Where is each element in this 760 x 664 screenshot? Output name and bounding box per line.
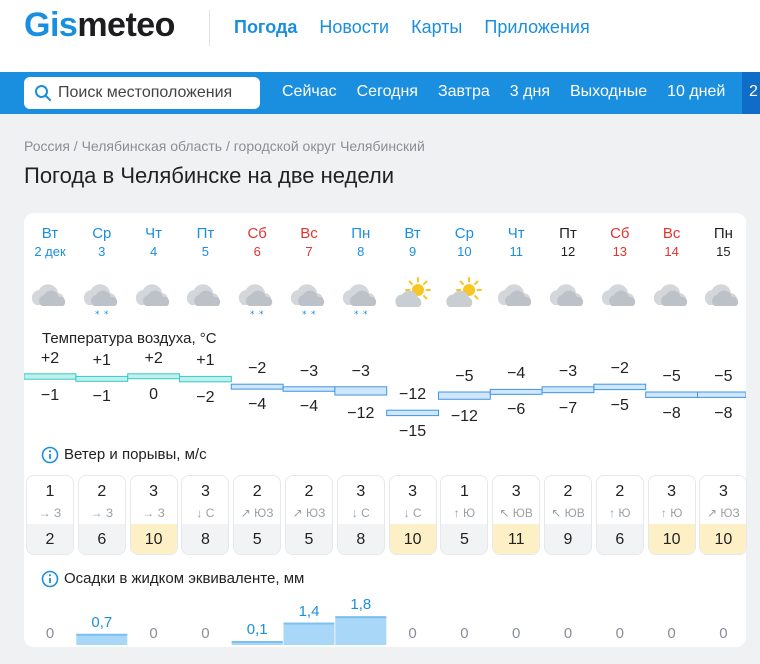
wind-column[interactable] <box>389 475 437 555</box>
weekday-label: Вс <box>662 225 681 242</box>
precip-bar-top <box>76 634 127 636</box>
wind-column[interactable] <box>492 475 540 555</box>
temp-max: +1 <box>196 352 215 370</box>
temperature-band <box>646 392 698 397</box>
nav-maps[interactable]: Карты <box>411 17 463 37</box>
wind-column[interactable] <box>544 475 592 555</box>
tab-2-weeks-active[interactable]: 2 <box>742 72 760 114</box>
weekday-label: Вт <box>41 225 59 242</box>
precip-bar <box>335 616 386 645</box>
date-label: 15 <box>716 244 731 259</box>
wind-direction: ↖ ЮВ <box>499 506 533 520</box>
temp-min: −7 <box>558 400 578 418</box>
gismeteo-logo[interactable]: Gismeteo <box>24 6 175 44</box>
precip-value: 0 <box>719 625 728 642</box>
temp-max: −4 <box>507 365 526 383</box>
temp-max: −3 <box>558 362 578 380</box>
wind-direction: ↖ ЮВ <box>551 506 585 520</box>
weekday-label: Вт <box>404 225 421 242</box>
date-label: 3 <box>98 244 106 259</box>
precip-row <box>24 596 746 647</box>
weekday-label: Пн <box>351 225 371 242</box>
wind-speed: 3 <box>356 483 366 500</box>
wind-speed: 1 <box>459 483 469 500</box>
wind-speed: 2 <box>252 483 262 500</box>
svg-text:*: * <box>250 310 255 319</box>
day-header[interactable] <box>595 225 645 261</box>
temperature-band <box>335 387 387 395</box>
svg-text:*: * <box>362 310 368 319</box>
wind-column[interactable] <box>285 475 333 555</box>
date-label: 7 <box>305 244 313 259</box>
wind-speed: 2 <box>304 483 314 500</box>
wind-gust: 6 <box>597 524 643 555</box>
day-header[interactable] <box>698 225 748 261</box>
weekday-label: Пн <box>713 225 733 242</box>
wind-title: Ветер и порывы, м/с <box>64 446 207 463</box>
date-label: 6 <box>253 244 261 259</box>
temperature-band <box>128 374 180 379</box>
breadcrumb[interactable]: Россия / Челябинская область / городской округ Челябинский <box>24 138 425 154</box>
svg-text:*: * <box>94 310 100 319</box>
precip-value: 0,7 <box>91 613 113 631</box>
day-header[interactable] <box>543 225 593 261</box>
svg-text:*: * <box>259 310 264 319</box>
wind-speed: 2 <box>97 483 107 500</box>
temperature-band <box>542 387 594 393</box>
page-title: Погода в Челябинске на две недели <box>24 163 394 188</box>
temp-max: −5 <box>714 368 733 385</box>
cloud-snow-icon <box>286 273 332 319</box>
temperature-band <box>698 392 747 397</box>
location-search[interactable] <box>24 77 260 109</box>
info-icon[interactable] <box>41 570 59 588</box>
tab-10-days[interactable]: 10 дней <box>667 83 726 100</box>
temp-max: −5 <box>455 368 474 385</box>
wind-direction: → З <box>38 506 62 520</box>
search-icon <box>34 84 52 102</box>
wind-gust: 10 <box>390 524 436 555</box>
temperature-band <box>24 374 76 379</box>
tab-3-days[interactable]: 3 дня <box>509 83 550 100</box>
wind-gust: 8 <box>338 524 384 555</box>
wind-speed: 3 <box>667 483 677 500</box>
wind-column[interactable] <box>337 475 385 555</box>
date-label: 13 <box>612 244 628 259</box>
nav-apps[interactable]: Приложения <box>484 17 590 37</box>
main-nav <box>234 17 590 38</box>
precip-value: 0,1 <box>246 621 268 638</box>
date-label: 10 <box>457 244 472 259</box>
temperature-band <box>490 389 542 394</box>
wind-gust: 5 <box>441 524 487 555</box>
temp-max: +1 <box>92 352 111 370</box>
day-header[interactable] <box>491 225 541 261</box>
wind-gust: 6 <box>79 524 125 555</box>
wind-gust: 10 <box>131 524 177 555</box>
wind-direction: ↗ ЮЗ <box>240 506 274 520</box>
date-label: 5 <box>201 244 209 259</box>
header-divider <box>209 10 210 46</box>
temperature-title: Температура воздуха, °C <box>42 330 217 347</box>
cloud-icon <box>27 273 73 319</box>
wind-speed: 3 <box>408 483 418 500</box>
wind-gust: 11 <box>493 524 539 555</box>
temp-min: −12 <box>450 408 478 426</box>
day-header[interactable] <box>180 225 230 261</box>
wind-direction: ↑ Ю <box>453 506 476 520</box>
precip-value: 0 <box>201 625 210 642</box>
date-label: 2 дек <box>34 244 66 259</box>
wind-column[interactable] <box>440 475 488 555</box>
day-header[interactable] <box>129 225 179 261</box>
wind-row <box>24 475 746 555</box>
cloud-snow-icon <box>338 273 384 319</box>
wind-speed: 2 <box>563 483 573 500</box>
precip-value: 1,4 <box>298 602 320 620</box>
precip-bar <box>284 623 335 645</box>
temp-max: −2 <box>248 360 267 378</box>
day-header[interactable] <box>388 225 438 261</box>
weekday-label: Ср <box>454 225 474 242</box>
temp-min: −8 <box>714 404 733 422</box>
precip-value: 0 <box>408 625 417 642</box>
precip-value: 0 <box>512 625 521 642</box>
cloud-icon <box>700 273 746 319</box>
wind-direction: ↑ Ю <box>609 506 631 520</box>
wind-speed: 3 <box>511 483 521 500</box>
temp-min: −5 <box>610 396 629 414</box>
temp-max: −12 <box>399 386 427 404</box>
date-label: 4 <box>149 244 158 259</box>
wind-speed: 3 <box>149 483 159 500</box>
day-header[interactable] <box>77 225 127 261</box>
temp-min: −1 <box>40 386 60 404</box>
wind-direction: → З <box>142 506 165 520</box>
cloud-icon <box>545 273 591 319</box>
period-tabs <box>282 83 725 101</box>
forecast-card <box>24 213 746 647</box>
nav-weather[interactable]: Погода <box>234 17 298 37</box>
precip-bar-top <box>335 616 386 618</box>
date-label: 11 <box>509 244 523 259</box>
weekday-label: Пт <box>559 225 577 242</box>
partly-sunny-icon <box>441 273 487 319</box>
wind-column[interactable] <box>699 475 747 555</box>
temp-max: +2 <box>40 349 60 367</box>
wind-column[interactable] <box>78 475 126 555</box>
precip-value: 0 <box>460 625 469 642</box>
wind-direction: ↓ С <box>403 506 422 520</box>
tab-now[interactable]: Сейчас <box>282 83 337 100</box>
weekday-label: Сб <box>610 225 630 242</box>
tab-today[interactable]: Сегодня <box>356 83 418 100</box>
temperature-row <box>24 349 746 440</box>
wind-speed: 3 <box>718 483 728 500</box>
temp-min: −2 <box>196 389 215 407</box>
weather-icons-row <box>24 273 746 323</box>
wind-column[interactable] <box>26 475 74 555</box>
svg-text:*: * <box>311 310 316 319</box>
wind-direction: ↗ ЮЗ <box>292 506 326 520</box>
partly-sunny-icon <box>390 273 436 319</box>
nav-news[interactable]: Новости <box>319 17 390 37</box>
day-header[interactable] <box>232 225 282 261</box>
period-nav-bar <box>0 72 760 114</box>
precip-value: 1,8 <box>350 596 372 614</box>
date-label: 9 <box>408 244 417 259</box>
cloud-snow-icon <box>234 273 280 319</box>
temp-max: −5 <box>662 368 681 385</box>
precip-value: 0 <box>563 625 573 642</box>
temp-min: −15 <box>399 422 427 440</box>
svg-text:*: * <box>353 310 359 319</box>
wind-direction: ↗ ЮЗ <box>707 506 740 520</box>
date-label: 14 <box>664 244 679 259</box>
svg-text:*: * <box>103 310 109 319</box>
precip-value: 0 <box>667 625 676 642</box>
weekday-label: Чт <box>507 225 525 242</box>
weekday-label: Вс <box>300 225 318 242</box>
temp-min: −8 <box>662 404 681 422</box>
temperature-band <box>231 384 283 389</box>
day-header[interactable] <box>439 225 489 261</box>
wind-speed: 3 <box>200 483 210 500</box>
temp-max: −2 <box>610 360 629 378</box>
wind-column[interactable] <box>130 475 178 555</box>
temp-max: +2 <box>144 349 163 367</box>
weekday-label: Чт <box>145 225 163 242</box>
temperature-band <box>283 387 335 391</box>
precip-bar-top <box>284 623 335 625</box>
precip-value: 0 <box>45 625 55 642</box>
temperature-band <box>439 392 491 399</box>
wind-gust: 8 <box>182 524 228 555</box>
cloud-icon <box>649 273 695 319</box>
temp-min: −4 <box>299 397 319 415</box>
temp-min: −6 <box>507 401 526 419</box>
wind-gust: 2 <box>27 524 73 555</box>
wind-column[interactable] <box>233 475 281 555</box>
cloud-icon <box>131 273 177 319</box>
cloud-snow-icon <box>79 273 125 319</box>
cloud-icon <box>597 273 643 319</box>
wind-direction: ↑ Ю <box>660 506 683 520</box>
date-label: 12 <box>560 244 576 259</box>
temperature-band <box>180 376 232 381</box>
precip-value: 0 <box>615 625 624 642</box>
date-label: 8 <box>357 244 365 259</box>
temperature-band <box>594 384 646 389</box>
wind-column[interactable] <box>181 475 229 555</box>
temp-max: −3 <box>351 362 370 380</box>
temp-min: −1 <box>92 388 111 406</box>
info-icon[interactable] <box>41 446 59 464</box>
cloud-icon <box>182 273 228 319</box>
cloud-icon <box>493 273 539 319</box>
wind-column[interactable] <box>648 475 696 555</box>
wind-gust: 10 <box>700 524 746 555</box>
temperature-band <box>387 410 439 415</box>
svg-text:*: * <box>302 310 307 319</box>
tab-weekend[interactable]: Выходные <box>569 83 648 100</box>
day-header[interactable] <box>647 225 697 261</box>
top-header <box>0 0 760 72</box>
tab-tomorrow[interactable]: Завтра <box>437 83 490 100</box>
weekday-label: Ср <box>92 225 112 242</box>
wind-gust: 5 <box>234 524 280 555</box>
wind-speed: 1 <box>45 483 55 500</box>
temp-min: −12 <box>347 404 375 422</box>
wind-gust: 9 <box>545 524 591 555</box>
day-header[interactable] <box>284 225 334 261</box>
weekday-label: Сб <box>247 225 267 242</box>
wind-direction: ↓ С <box>196 506 215 520</box>
temp-min: −4 <box>248 396 267 413</box>
weekday-label: Пт <box>196 225 215 242</box>
temp-max: −3 <box>299 362 319 380</box>
wind-direction: ↓ С <box>351 506 370 520</box>
precip-title: Осадки в жидком эквиваленте, мм <box>64 570 305 587</box>
wind-direction: → З <box>90 506 114 520</box>
wind-speed: 2 <box>615 483 625 500</box>
day-header[interactable] <box>336 225 386 261</box>
precip-bar-top <box>232 641 283 643</box>
wind-gust: 5 <box>286 524 332 555</box>
search-input[interactable] <box>58 80 254 106</box>
precip-value: 0 <box>149 625 158 642</box>
wind-column[interactable] <box>596 475 644 555</box>
day-header[interactable] <box>25 225 75 261</box>
wind-gust: 10 <box>649 524 695 555</box>
temp-min: 0 <box>149 385 159 403</box>
temperature-band <box>76 376 128 381</box>
